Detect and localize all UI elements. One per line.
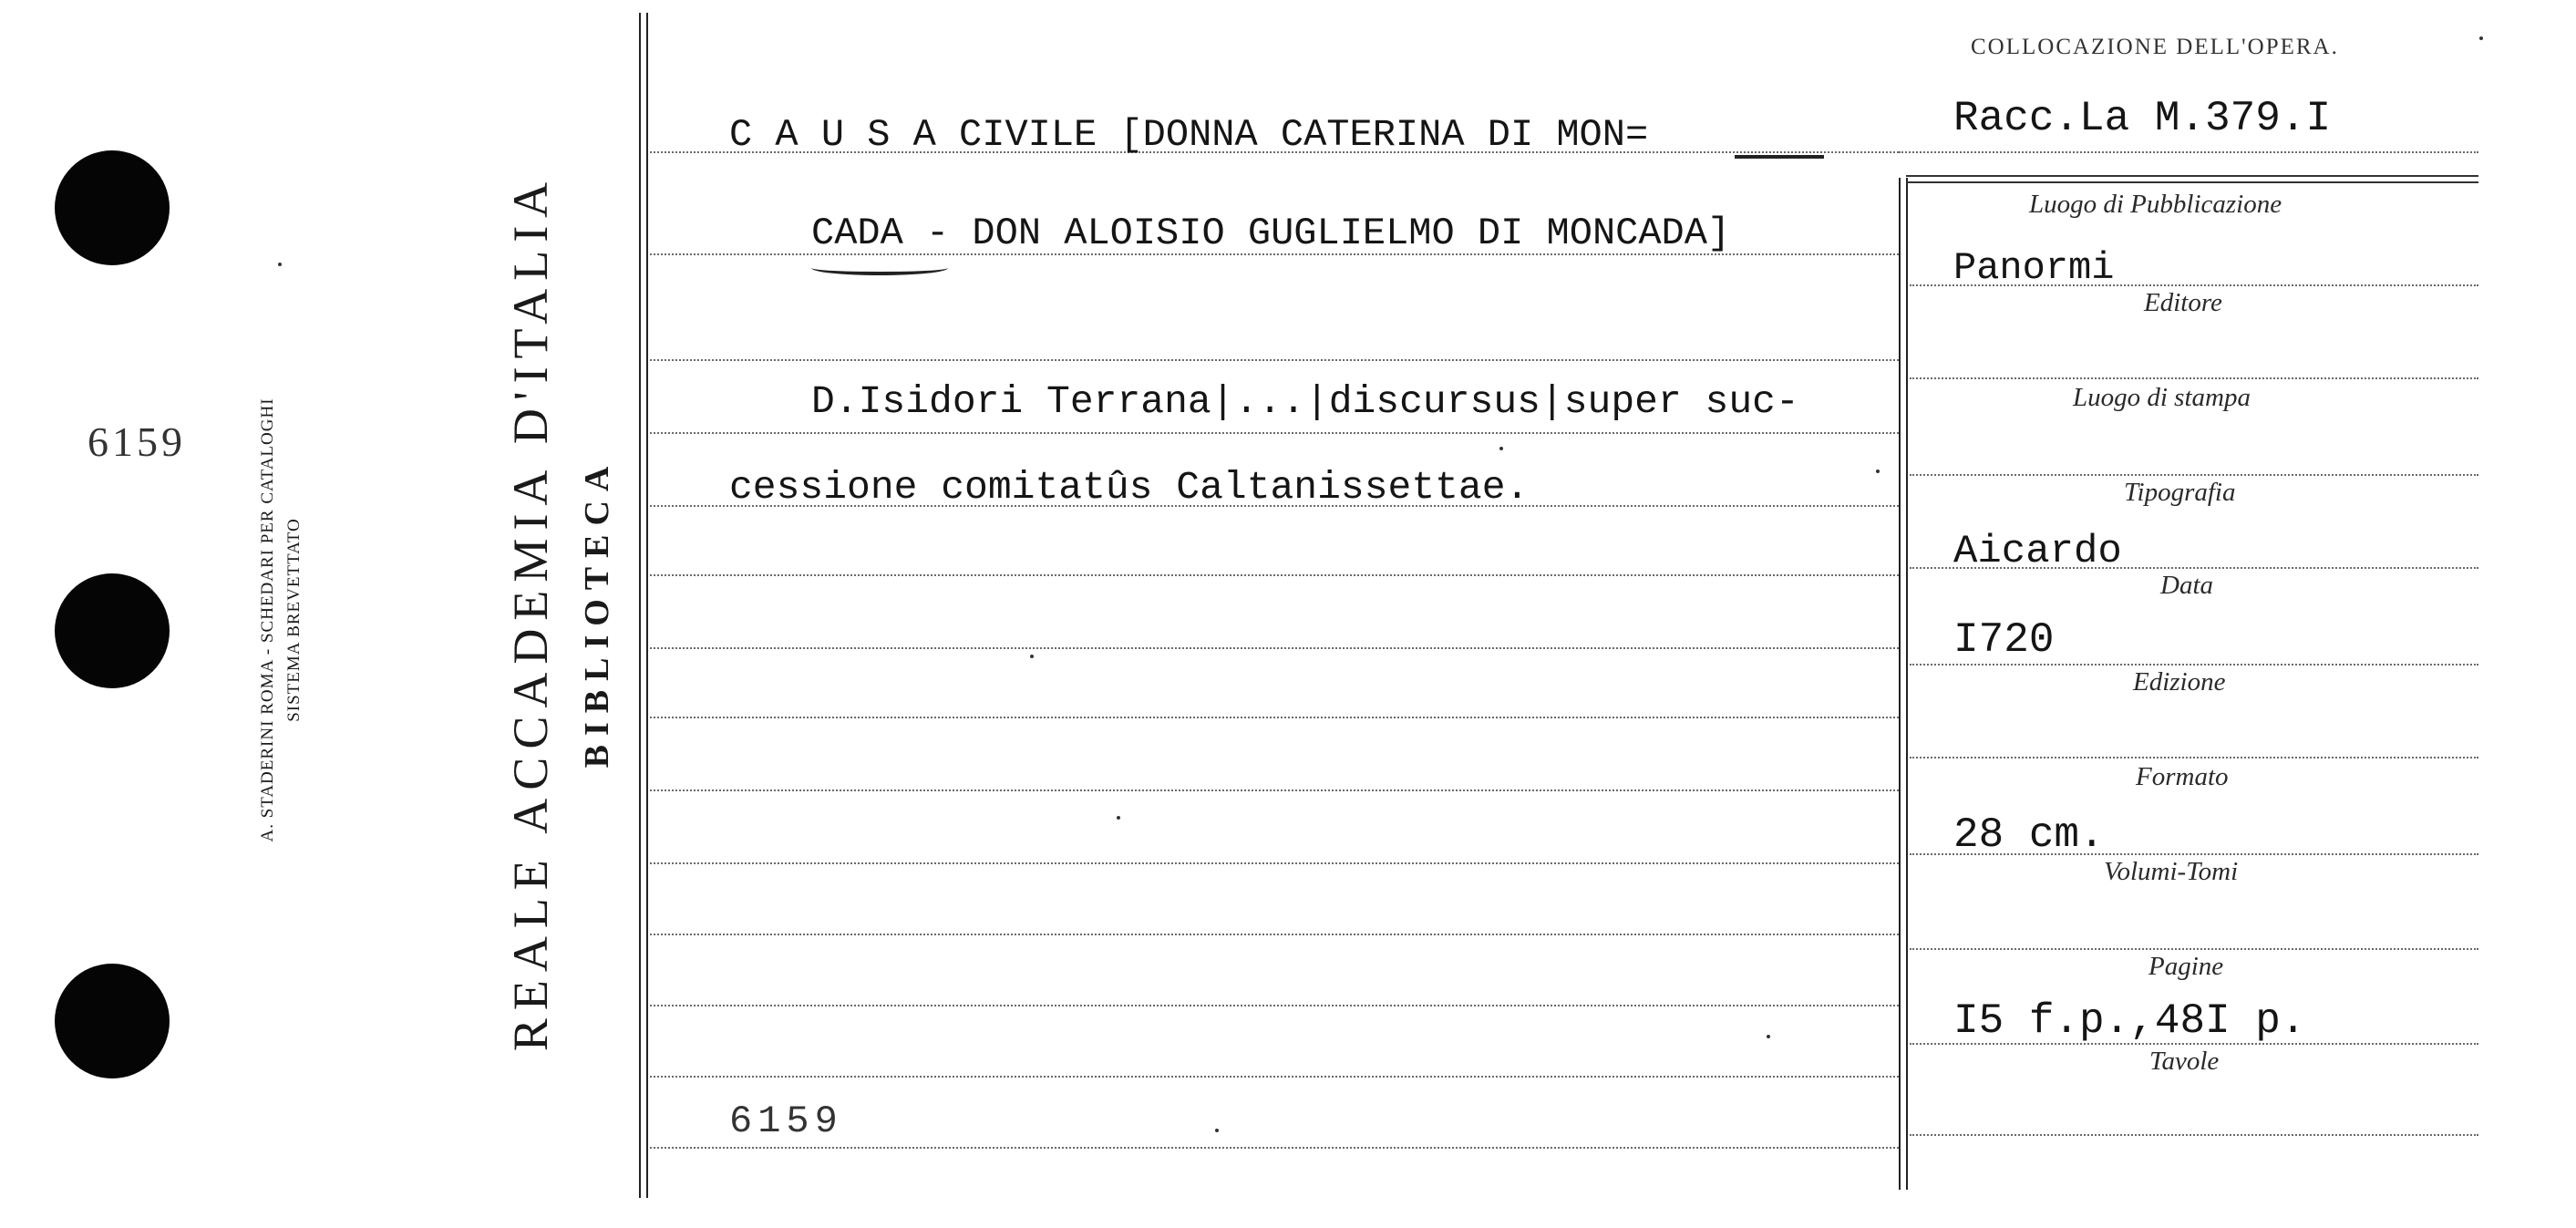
collocazione-header: COLLOCAZIONE DELL'OPERA.: [1971, 35, 2339, 59]
ruled-line: [650, 1005, 1899, 1006]
tavole-label: Tavole: [2149, 1047, 2220, 1076]
luogo-pubblicazione-value: Panormi: [1953, 246, 2115, 290]
ruled-line: [650, 359, 1899, 361]
ruled-line: [650, 934, 1899, 935]
institution-subtitle: BIBLIOTECA: [578, 457, 616, 769]
ruled-line: [650, 432, 1899, 434]
luogo-stampa-label: Luogo di stampa: [2073, 383, 2251, 412]
right-column-rule-inner: [1906, 178, 1908, 1190]
catalog-number-bottom: 6159: [729, 1099, 843, 1143]
data-label: Data: [2160, 571, 2213, 600]
ruled-line: [1899, 151, 2478, 153]
ruled-line: [650, 574, 1899, 576]
pagine-label: Pagine: [2148, 952, 2224, 981]
left-margin-rule: [639, 13, 641, 1198]
right-column-top-rule: [1906, 175, 2478, 183]
ruled-line: [1910, 664, 2478, 666]
title-line-1: D.Isidori Terrana|...|discursus|super suc-: [811, 379, 1799, 424]
manufacturer-imprint-system: SISTEMA BREVETTATO: [284, 518, 304, 722]
ruled-line: [650, 789, 1899, 791]
speck: [1117, 816, 1120, 820]
catalog-number-left: 6159: [88, 418, 186, 465]
luogo-pubblicazione-label: Luogo di Pubblicazione: [2029, 190, 2282, 219]
data-value: I720: [1953, 616, 2055, 664]
tipografia-label: Tipografia: [2124, 478, 2236, 507]
right-column-rule: [1899, 178, 1901, 1190]
ruled-line: [650, 717, 1899, 718]
speck: [278, 263, 282, 266]
tipografia-value: Aicardo: [1953, 529, 2122, 574]
speck: [1876, 470, 1880, 473]
institution-title: REALE ACCADEMIA D'ITALIA: [503, 173, 558, 1052]
ruled-line: [1910, 474, 2478, 476]
speck: [1767, 1035, 1770, 1038]
underline-mark: [811, 261, 948, 275]
formato-label: Formato: [2136, 762, 2229, 791]
underline-mark: [1735, 155, 1824, 159]
punch-hole-top: [55, 150, 170, 265]
speck: [1215, 1129, 1219, 1132]
ruled-line: [650, 1147, 1899, 1149]
manufacturer-imprint: A. STADERINI ROMA - SCHEDARI PER CATALOGHI: [258, 397, 277, 842]
speck: [1030, 655, 1034, 658]
edizione-label: Edizione: [2133, 667, 2226, 697]
speck: [1499, 447, 1503, 450]
title-line-2: cessione comitatûs Caltanissettae.: [729, 465, 1530, 510]
ruled-line: [650, 862, 1899, 864]
punch-hole-middle: [55, 573, 170, 688]
ruled-line: [650, 1076, 1899, 1078]
volumi-tomi-label: Volumi-Tomi: [2104, 857, 2239, 886]
editore-label: Editore: [2144, 288, 2222, 317]
ruled-line: [1910, 948, 2478, 950]
ruled-line: [1910, 1134, 2478, 1136]
formato-value: 28 cm.: [1953, 811, 2105, 859]
shelfmark: Racc.La M.379.I: [1953, 95, 2332, 142]
punch-hole-bottom: [55, 964, 170, 1078]
speck: [2479, 36, 2483, 40]
ruled-line: [1910, 757, 2478, 758]
ruled-line: [1910, 377, 2478, 379]
main-entry-line-1: C A U S A CIVILE [DONNA CATERINA DI MON=: [729, 113, 1649, 157]
pagine-value: I5 f.p.,48I p.: [1953, 997, 2306, 1045]
ruled-line: [650, 647, 1899, 649]
left-margin-rule-inner: [646, 13, 648, 1198]
main-entry-line-2: CADA - DON ALOISIO GUGLIELMO DI MONCADA]: [811, 212, 1731, 255]
